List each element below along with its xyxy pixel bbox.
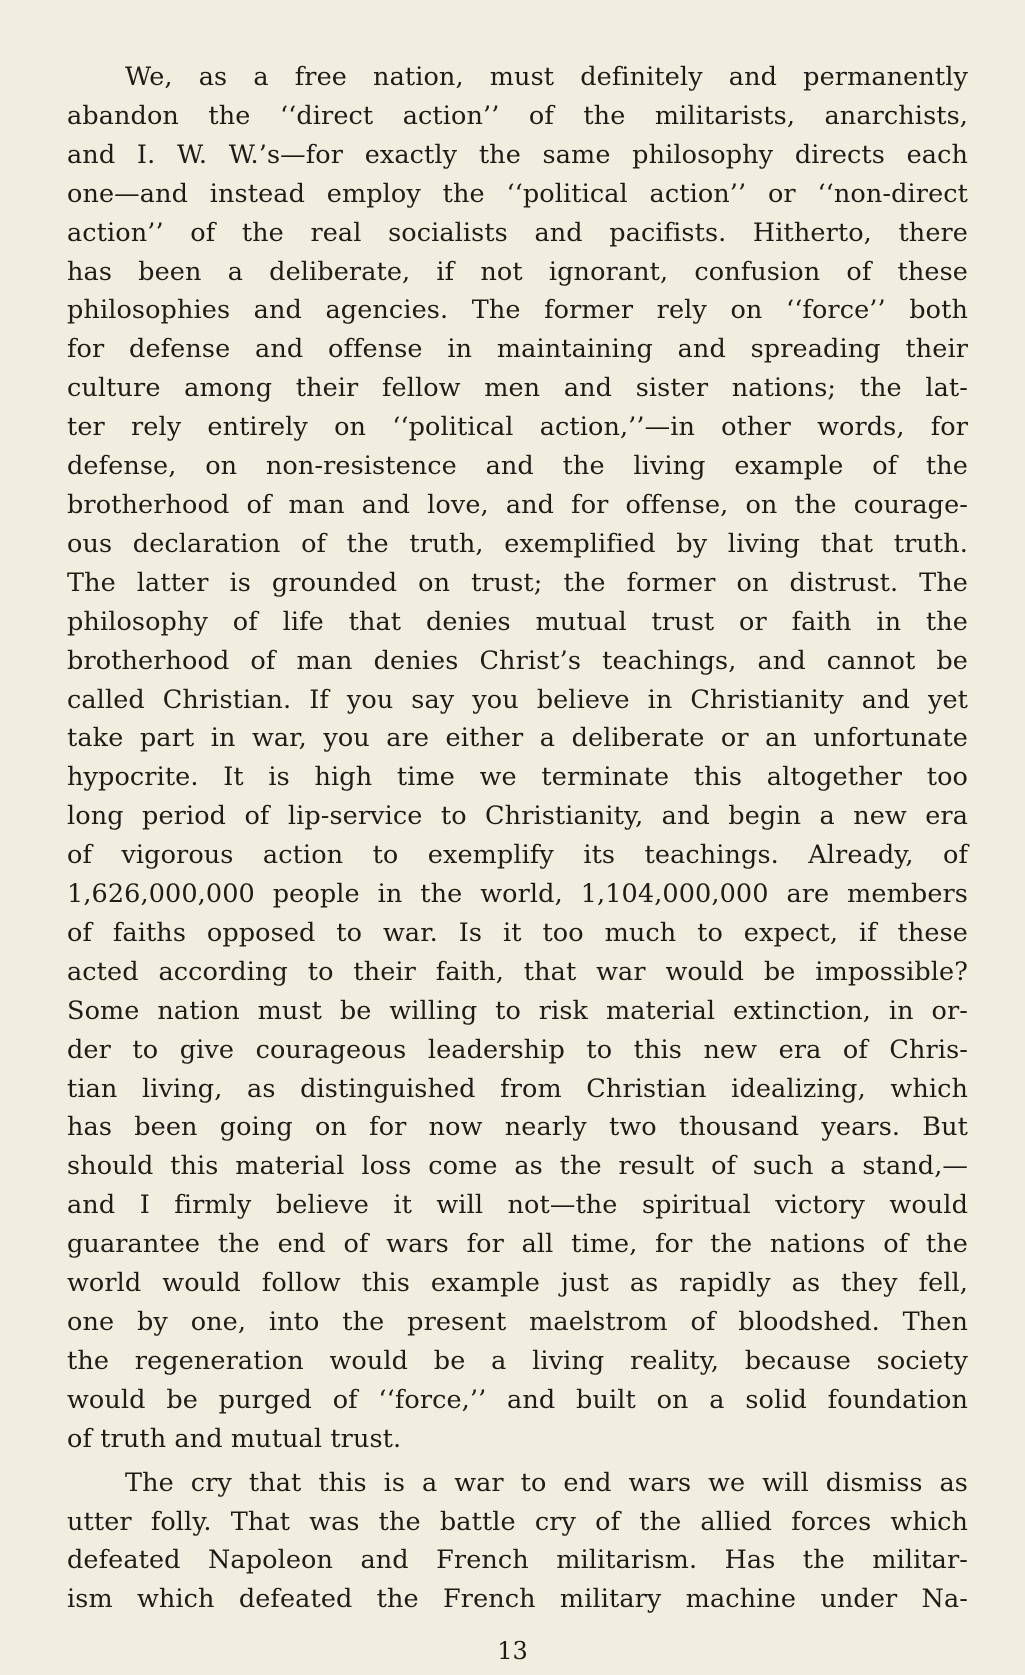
text-line: der to give courageous leadership to this new era of Chris-	[67, 1034, 968, 1065]
text-line: abandon the ‘‘direct action’’ of the militarists, anarchists,	[67, 100, 968, 131]
text-line: The latter is grounded on trust; the former on distrust. The	[67, 567, 968, 598]
text-line: of vigorous action to exemplify its teachings. Already, of	[67, 840, 968, 871]
text-line: defeated Napoleon and French militarism. Has the militar-	[67, 1545, 968, 1576]
paragraph-2	[67, 1464, 968, 1620]
text-line: has been going on for now nearly two thousand years. But	[67, 1112, 968, 1143]
text-line: We, as a free nation, must definitely and permanently	[125, 62, 968, 92]
page-number: 13	[497, 1637, 528, 1665]
text-line: philosophy of life that denies mutual trust or faith in the	[67, 606, 968, 637]
text-line: the regeneration would be a living reality, because society	[67, 1345, 968, 1376]
text-line: take part in war, you are either a deliberate or an unfortunate	[67, 723, 968, 754]
text-line: ous declaration of the truth, exemplified by living that truth.	[67, 528, 968, 559]
text-line: The cry that this is a war to end wars we will dismiss as	[125, 1467, 968, 1498]
text-line: guarantee the end of wars for all time, for the nations of the	[67, 1229, 968, 1260]
text-line: ism which defeated the French military machine under Na-	[67, 1584, 968, 1615]
text-line: brotherhood of man and love, and for offense, on the courage-	[67, 489, 968, 520]
text-line: tian living, as distinguished from Christian idealizing, which	[67, 1073, 968, 1104]
text-line: acted according to their faith, that war would be impossible?	[67, 956, 968, 987]
text-line: and I. W. W.’s—for exactly the same philosophy directs each	[67, 139, 968, 170]
text-line: of faiths opposed to war. Is it too much to expect, if these	[67, 917, 968, 948]
text-line: 1,626,000,000 people in the world, 1,104,000,000 are members	[67, 879, 968, 910]
text-line: culture among their fellow men and sister nations; the lat-	[67, 373, 968, 404]
text-line: for defense and offense in maintaining and spreading their	[67, 334, 968, 365]
text-line: Some nation must be willing to risk material extinction, in or-	[67, 995, 968, 1026]
text-line: would be purged of ‘‘force,’’ and built on a solid foundation	[67, 1384, 968, 1415]
text-line: ter rely entirely on ‘‘political action,’’—in other words, for	[67, 412, 968, 443]
text-line: hypocrite. It is high time we terminate this altogether too	[67, 762, 968, 793]
text-line: one—and instead employ the ‘‘political action’’ or ‘‘non-direct	[67, 178, 968, 209]
text-line: has been a deliberate, if not ignorant, confusion of these	[67, 256, 968, 287]
text-line: action’’ of the real socialists and pacifists. Hitherto, there	[67, 217, 968, 248]
text-line: called Christian. If you say you believe in Christianity and yet	[67, 684, 968, 715]
text-line: brotherhood of man denies Christ’s teachings, and cannot be	[67, 645, 968, 676]
text-line: of truth and mutual trust.	[67, 1423, 402, 1454]
text-line: one by one, into the present maelstrom of bloodshed. Then	[67, 1307, 968, 1337]
text-line: utter folly. That was the battle cry of the allied forces which	[67, 1506, 968, 1537]
text-line: should this material loss come as the result of such a stand,—	[67, 1151, 968, 1182]
body-text	[67, 58, 968, 1619]
text-line: long period of lip-service to Christianity, and begin a new era	[67, 801, 968, 832]
text-line: and I firmly believe it will not—the spiritual victory would	[67, 1190, 968, 1221]
text-line: philosophies and agencies. The former rely on ‘‘force’’ both	[67, 295, 968, 326]
text-line: world would follow this example just as rapidly as they fell,	[67, 1268, 968, 1299]
paragraph-1	[67, 58, 968, 1459]
text-line: defense, on non-resistence and the living example of the	[67, 451, 968, 482]
